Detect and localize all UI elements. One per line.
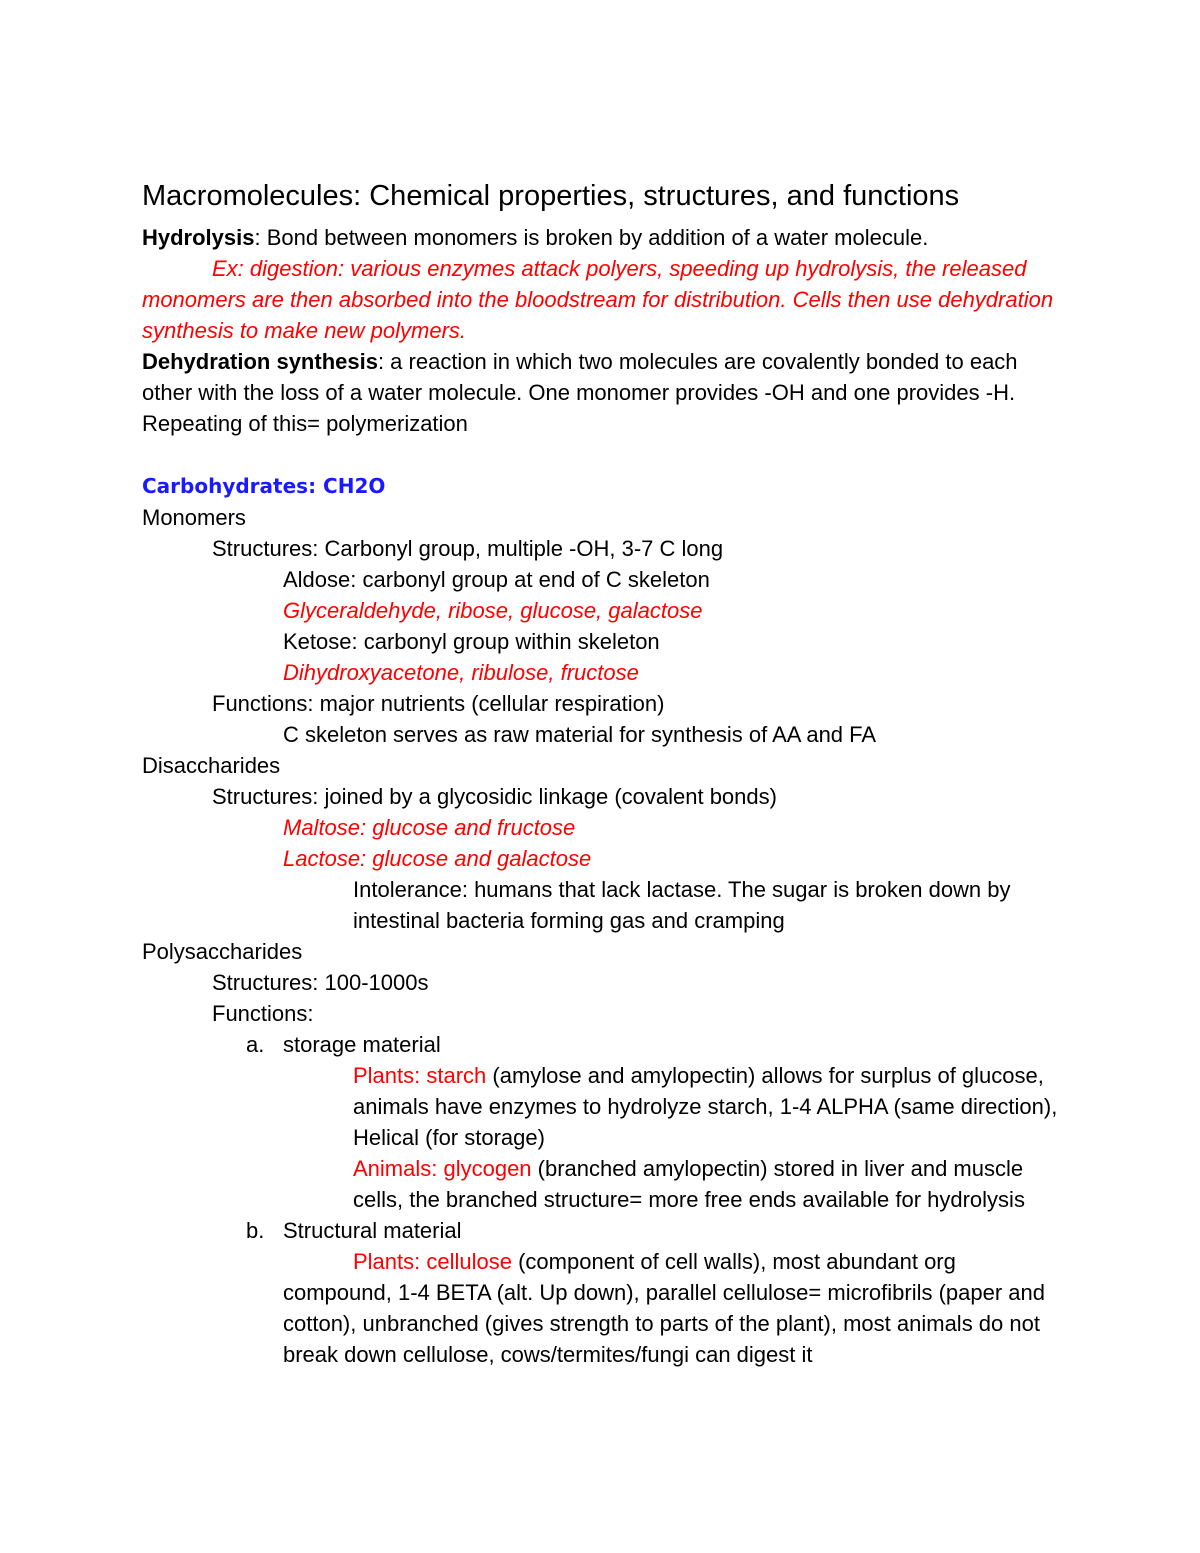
glycogen-description — [142, 1153, 1062, 1215]
maltose-example: Maltose: glucose and fructose — [283, 815, 576, 840]
list-item-storage — [142, 1029, 1062, 1060]
carbohydrates-heading-text: Carbohydrates: CH2O — [142, 474, 386, 498]
polysaccharides-structures: Structures: 100-1000s — [212, 970, 429, 995]
monomers-functions: Functions: major nutrients (cellular respiration) — [212, 691, 665, 716]
page-title: Macromolecules: Chemical properties, structures, and functions — [142, 180, 960, 212]
list-marker-b: b. — [246, 1218, 265, 1243]
lactose-intolerance: Intolerance: humans that lack lactase. The sugar is broken down by intestinal bacteria forming gas and cramping — [353, 877, 1011, 933]
lactose-example: Lactose: glucose and galactose — [283, 846, 592, 871]
disaccharides-structures: Structures: joined by a glycosidic linkage (covalent bonds) — [212, 784, 777, 809]
hydrolysis-term: Hydrolysis — [142, 225, 255, 250]
glycogen-text: (branched amylopectin) stored in liver and muscle cells, the branched structure= more free ends available for hydrolysis — [353, 1156, 1025, 1212]
ketose-examples: Dihydroxyacetone, ribulose, fructose — [283, 660, 639, 685]
starch-label: Plants: starch — [353, 1063, 487, 1088]
polysaccharides-label: Polysaccharides — [142, 939, 303, 964]
structural-label: Structural material — [283, 1218, 462, 1243]
document-page — [142, 176, 1062, 1370]
list-marker-a: a. — [246, 1032, 265, 1057]
cellulose-text: (component of cell walls), most abundant org compound, 1-4 BETA (alt. Up down), parallel cellulose= microfibrils (paper and cotton), unbranched (gives strength to parts of the plant), most animals do not break down cellulose, cows/termites/fungi can digest it — [283, 1249, 1046, 1367]
cellulose-label: Plants: cellulose — [353, 1249, 512, 1274]
glycogen-label: Animals: glycogen — [353, 1156, 532, 1181]
dehydration-term: Dehydration synthesis — [142, 349, 378, 374]
hydrolysis-example: Ex: digestion: various enzymes attack polyers, speeding up hydrolysis, the released monomers are then absorbed into the bloodstream for distribution. Cells then use dehydration synthesis to make new polymers. — [142, 256, 1054, 343]
carbohydrates-heading — [142, 470, 1062, 502]
aldose-definition: Aldose: carbonyl group at end of C skeleton — [283, 567, 710, 592]
polysaccharides-functions: Functions: — [212, 1001, 314, 1026]
storage-label: storage material — [283, 1032, 441, 1057]
cellulose-description — [142, 1246, 1062, 1370]
dehydration-text: : a reaction in which two molecules are covalently bonded to each other with the loss of a water molecule. One monomer provides -OH and one provides -H. Repeating of this= polymerization — [142, 349, 1018, 436]
section-spacer — [142, 439, 1062, 470]
disaccharides-label: Disaccharides — [142, 753, 281, 778]
dehydration-definition — [142, 346, 1062, 439]
starch-text: (amylose and amylopectin) allows for surplus of glucose, animals have enzymes to hydrolyze starch, 1-4 ALPHA (same direction), Helical (for storage) — [353, 1063, 1058, 1150]
hydrolysis-text: : Bond between monomers is broken by addition of a water molecule. — [254, 225, 929, 250]
monomers-label: Monomers — [142, 505, 246, 530]
monomers-functions-detail: C skeleton serves as raw material for synthesis of AA and FA — [283, 722, 877, 747]
ketose-definition: Ketose: carbonyl group within skeleton — [283, 629, 660, 654]
monomers-structures: Structures: Carbonyl group, multiple -OH, 3-7 C long — [212, 536, 724, 561]
starch-description — [142, 1060, 1062, 1153]
list-item-structural — [142, 1215, 1062, 1246]
aldose-examples: Glyceraldehyde, ribose, glucose, galactose — [283, 598, 703, 623]
hydrolysis-definition — [142, 222, 1062, 253]
